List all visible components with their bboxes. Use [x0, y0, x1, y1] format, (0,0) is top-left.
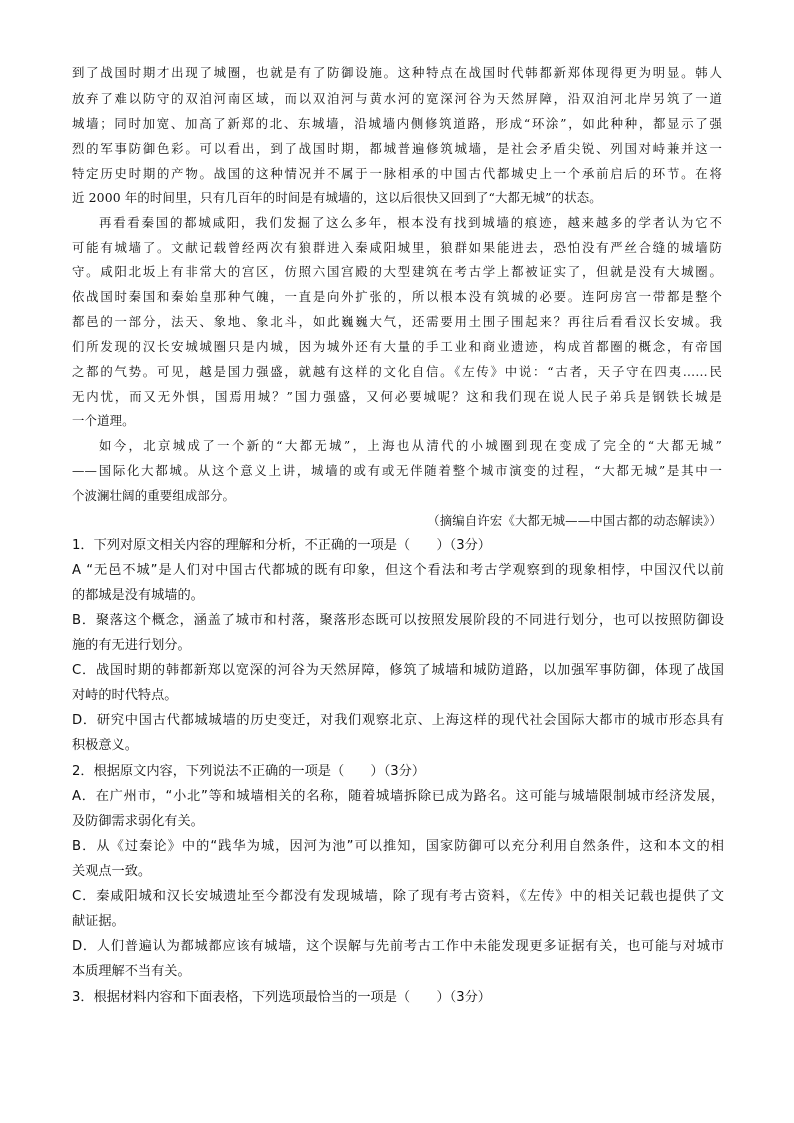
question-2-option-a: 及防御需求弱化有关。: [72, 814, 204, 829]
passage-line: 一个道理。: [72, 413, 135, 428]
question-2-option-b: 关观点一致。: [72, 864, 152, 879]
passage-line: 之都的气势。可见，越是国力强盛，就越有这样的文化自信。《左传》中说：“古者，天子守在四夷……民: [72, 364, 722, 379]
passage-line: 烈的军事防御色彩。可以看出，到了战国时期，都城普遍修筑城墙，是社会矛盾尖锐、列国对峙兼并这一: [72, 141, 722, 156]
passage-line: 城墙；同时加宽、加高了新郑的北、东城墙，沿城墙内侧修筑道路，形成“环涂”，如此种种，都显示了强: [72, 116, 722, 131]
question-1-option-a: 的都城是没有城墙的。: [72, 588, 204, 603]
passage-line: 近 2000 年的时间里，只有几百年的时间是有城墙的，这以后很快又回到了“大都无城”的状态。: [72, 190, 602, 205]
passage-line: 放弃了难以防守的双洎河南区域，而以双洎河与黄水河的宽深河谷为天然屏障，沿双洎河北岸另筑了一道: [72, 91, 722, 106]
question-2-option-c: C．秦咸阳城和汉长安城遗址至今都没有发现城墙，除了现有考古资料，《左传》中的相关记载也提供了文: [72, 889, 724, 904]
question-2-option-d: 本质理解不当有关。: [72, 964, 191, 979]
passage-line: ——国际化大都城。从这个意义上讲，城墙的或有或无伴随着整个城市演变的过程，“大都无城”是其中一: [72, 463, 722, 478]
question-1-option-b: B．聚落这个概念，涵盖了城市和村落，聚落形态既可以按照发展阶段的不同进行划分，也可以按照防御设: [72, 613, 724, 628]
question-1-option-d: D．研究中国古代都城城墙的历史变迁，对我们观察北京、上海这样的现代社会国际大都市的城市形态具有: [72, 713, 724, 728]
passage-line: 个波澜壮阔的重要组成部分。: [72, 488, 236, 503]
question-2-option-d: D．人们普遍认为都城都应该有城墙，这个误解与先前考古工作中未能发现更多证据有关，也可能与对城市: [72, 939, 724, 954]
question-1-option-c: C．战国时期的韩都新郑以宽深的河谷为天然屏障，修筑了城墙和城防道路，以加强军事防御，体现了战国: [72, 663, 724, 678]
source-attribution: （摘编自许宏《大都无城——中国古都的动态解读》）: [427, 513, 722, 528]
question-1-option-c: 对峙的时代特点。: [72, 688, 178, 703]
passage-line: 可能有城墙了。文献记载曾经两次有狼群进入秦咸阳城里，狼群如果能进去，恐怕没有严丝合缝的城墙防: [72, 240, 722, 255]
passage-line: 到了战国时期才出现了城圈，也就是有了防御设施。这种特点在战国时代韩都新郑体现得更为明显。韩人: [72, 65, 722, 80]
question-1-option-a: A “无邑不城”是人们对中国古代都城的既有印象，但这个看法和考古学观察到的现象相悖，中国汉代以前: [72, 563, 724, 578]
question-2-stem: 2．根据原文内容，下列说法不正确的一项是（ ）（3分）: [72, 764, 426, 779]
passage-line: 特定历史时期的产物。战国的这种情况并不属于一脉相承的中国古代都城史上一个承前启后的环节。在将: [72, 166, 722, 181]
question-2-option-c: 献证据。: [72, 914, 125, 929]
question-1-option-d: 积极意义。: [72, 738, 138, 753]
passage-line: 们所发现的汉长安城城圈只是内城，因为城外还有大量的手工业和商业遗迹，构成首都圈的概念，有帝国: [72, 339, 722, 354]
passage-line: 再看看秦国的都城咸阳，我们发掘了这么多年，根本没有找到城墙的痕迹，越来越多的学者认为它不: [99, 215, 722, 230]
question-2-option-b: B．从《过秦论》中的“践华为城，因河为池”可以推知，国家防御可以充分利用自然条件，这和本文的相: [72, 839, 724, 854]
passage-line: 如今，北京城成了一个新的“大都无城”，上海也从清代的小城圈到现在变成了完全的“大都无城”: [99, 438, 722, 453]
question-2-option-a: A．在广州市，“小北”等和城墙相关的名称，随着城墙拆除已成为路名。这可能与城墙限制城市经济发展，: [72, 789, 724, 804]
passage-line: 守。咸阳北坂上有非常大的宫区，仿照六国宫殿的大型建筑在考古学上都被证实了，但就是没有大城圈。: [72, 264, 722, 279]
passage-line: 依战国时秦国和秦始皇那种气魄，一直是向外扩张的，所以根本没有筑城的必要。连阿房宫一带都是整个: [72, 289, 722, 304]
question-1-stem: 1．下列对原文相关内容的理解和分析，不正确的一项是（ ）（3分）: [72, 538, 491, 553]
passage-line: 无内忧，而又无外惧，国焉用城？”国力强盛，又何必要城呢？这和我们现在说人民子弟兵是钢铁长城是: [72, 389, 722, 404]
question-1-option-b: 施的有无进行划分。: [72, 638, 191, 653]
passage-line: 都邑的一部分，法天、象地、象北斗，如此巍巍大气，还需要用土围子围起来？再往后看看汉长安城。我: [72, 314, 722, 329]
question-3-stem: 3．根据材料内容和下面表格，下列选项最恰当的一项是（ ）（3分）: [72, 990, 491, 1005]
